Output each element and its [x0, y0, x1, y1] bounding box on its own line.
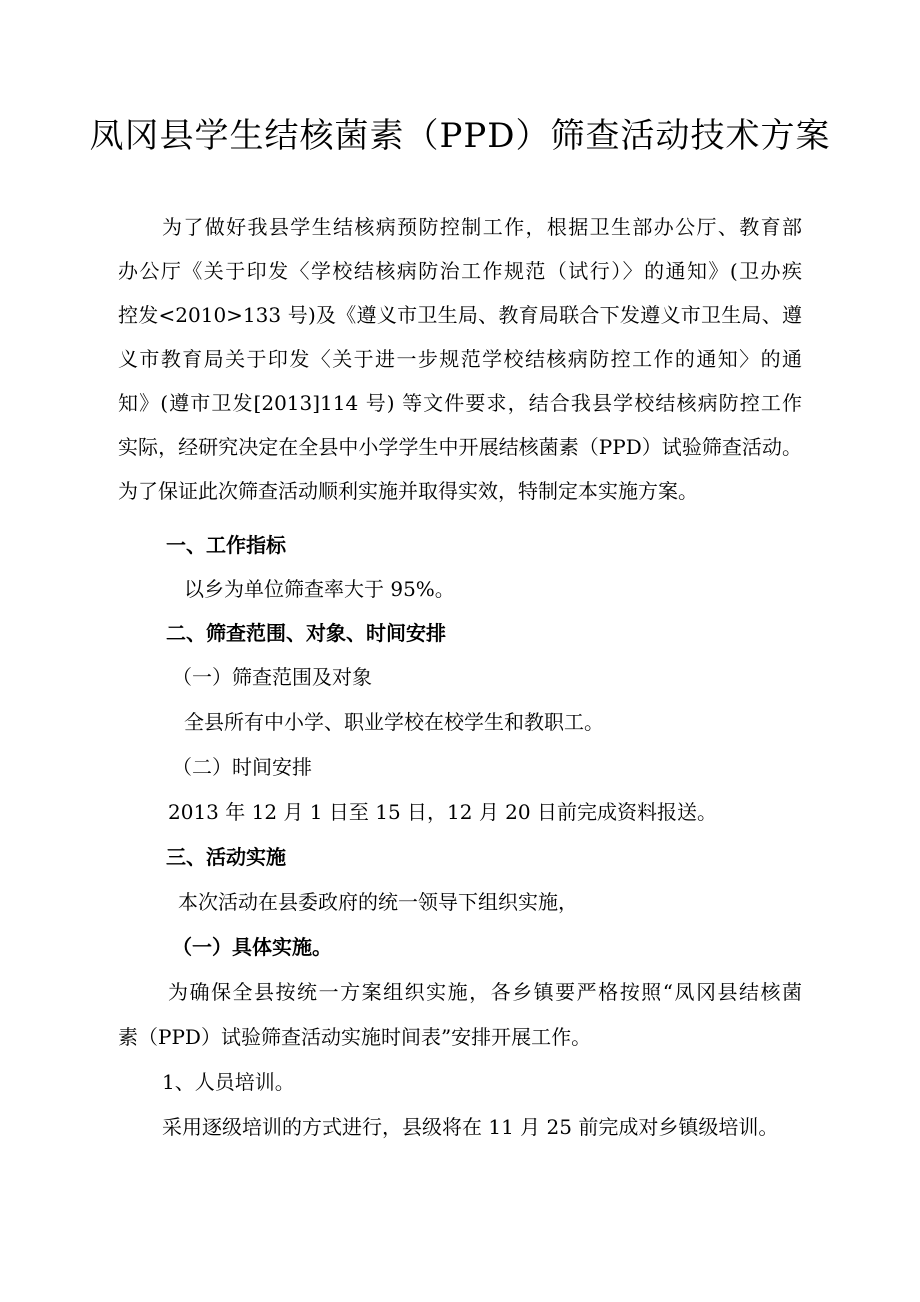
section-2-sub1-text: 全县所有中小学、职业学校在校学生和教职工。: [184, 710, 604, 734]
section-3-heading: 三、活动实施: [166, 845, 286, 869]
intro-line-2: 办公厅《关于印发〈学校结核病防治工作规范（试行）〉的通知》(卫办疾: [118, 259, 802, 283]
section-1-heading: 一、工作指标: [166, 533, 286, 557]
section-3-sub1-line-2: 素（PPD）试验筛查活动实施时间表”安排开展工作。: [118, 1025, 592, 1049]
section-2-sub2-text: 2013 年 12 月 1 日至 15 日，12 月 20 日前完成资料报送。: [168, 800, 717, 824]
intro-line-1: 为了做好我县学生结核病预防控制工作，根据卫生部办公厅、教育部: [162, 215, 802, 239]
section-2-sub1-heading: （一）筛查范围及对象: [172, 665, 372, 689]
section-3-text: 本次活动在县委政府的统一领导下组织实施，: [178, 890, 578, 914]
section-3-sub1-line-1: 为确保全县按统一方案组织实施，各乡镇要严格按照“凤冈县结核菌: [168, 980, 802, 1004]
section-2-heading: 二、筛查范围、对象、时间安排: [166, 621, 446, 645]
section-3-item-1-text: 采用逐级培训的方式进行，县级将在 11 月 25 前完成对乡镇级培训。: [162, 1115, 779, 1139]
intro-line-3: 控发<2010>133 号)及《遵义市卫生局、教育局联合下发遵义市卫生局、遵: [118, 303, 802, 327]
section-3-item-1-heading: 1、人员培训。: [162, 1070, 295, 1094]
intro-line-5: 知》(遵市卫发[2013]114 号) 等文件要求，结合我县学校结核病防控工作: [118, 391, 802, 415]
intro-line-4: 义市教育局关于印发〈关于进一步规范学校结核病防控工作的通知〉的通: [118, 347, 802, 371]
section-3-sub1-heading: （一）具体实施。: [172, 935, 332, 959]
section-1-text: 以乡为单位筛查率大于 95%。: [184, 577, 455, 601]
section-2-sub2-heading: （二）时间安排: [172, 755, 312, 779]
intro-line-7: 为了保证此次筛查活动顺利实施并取得实效，特制定本实施方案。: [118, 479, 698, 503]
document-title: 凤冈县学生结核菌素（PPD）筛查活动技术方案: [89, 116, 831, 156]
intro-line-6: 实际，经研究决定在全县中小学学生中开展结核菌素（PPD）试验筛查活动。: [118, 435, 802, 459]
